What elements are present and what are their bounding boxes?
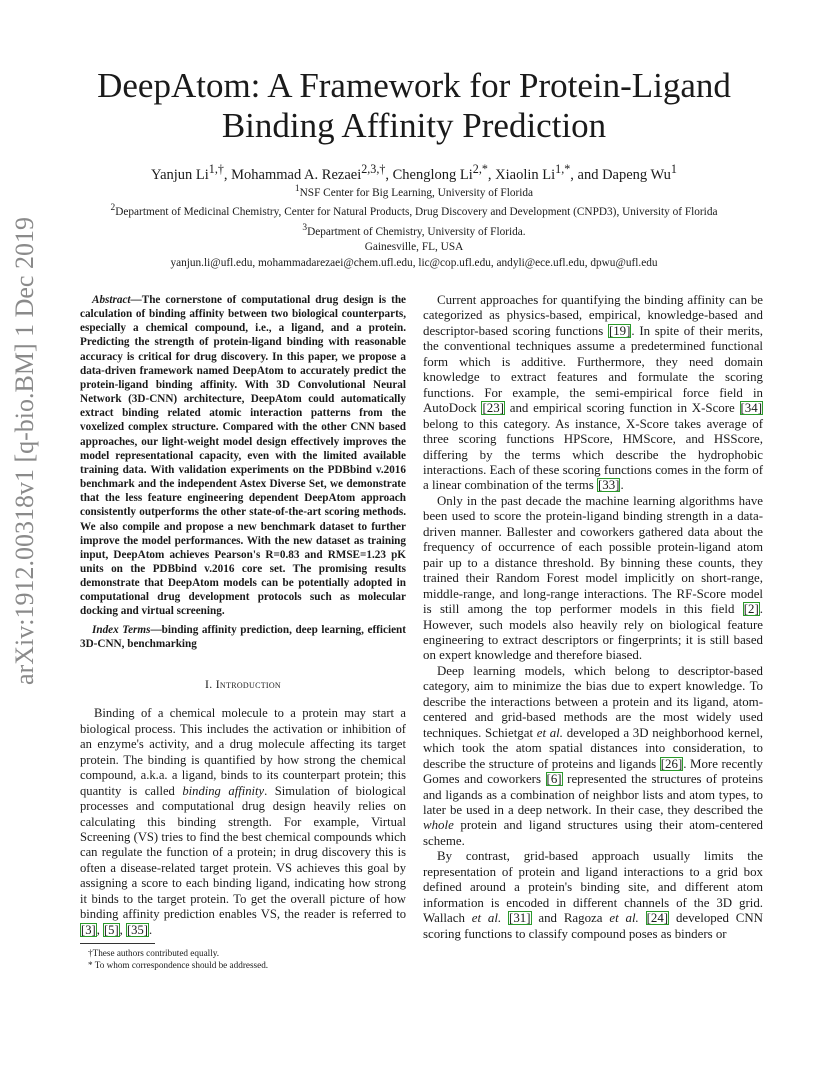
author-name: Chenglong Li [392, 166, 473, 183]
citation-link[interactable]: [33] [597, 478, 620, 493]
citation-link[interactable]: [26] [660, 756, 683, 771]
affiliation-3: $^3$Department of Chemistry, University of Florida. [302, 222, 526, 238]
citation-link[interactable]: [31] [509, 911, 531, 926]
author-affiliation-marker: 2,3,† [361, 162, 386, 176]
author-name: Xiaolin Li [495, 166, 556, 183]
affiliation-2: $^2$Department of Medicinal Chemistry, Center for Natural Products, Drug Discovery and Development (CNPD3), University of Florida [110, 203, 718, 219]
left-column [80, 293, 406, 971]
citation-link[interactable]: [35] [126, 922, 148, 937]
author-affiliation-marker: 1,* [555, 162, 571, 176]
intro-paragraph-1: Binding of a chemical molecule to a protein may start a biological process. This includes the activation or inhibition of an enzyme's activity, and a drug molecule affecting its target protein. The binding is quantified by how strong the chemical compound, a.k.a. a ligand, binds to its counterpart protein; this quantity is called binding affinity. Simulation of biological processes and computational drug design heavily relies on calculating this binding strength. For example, Virtual Screening (VS) tries to find the best chemical compounds which can regulate the function of a protein; in drug discovery this is often a disease-related target protein. VS achieves this goal by assigning a score to each binding ligand, indicating how strong it binds to the target protein. To get the overall picture of how binding affinity prediction enables VS, the reader is referred to [3], [5], [35]. [80, 706, 407, 937]
citation-link[interactable]: [5] [103, 922, 119, 937]
section-heading-introduction: I. Introduction [204, 676, 282, 691]
abstract-text: The cornerstone of computational drug design is the calculation of binding affinity between two biological counterparts, especially a chemical compound, i.e., a ligand, and a protein. Predicting the strength of protein-ligand binding with reasonable accuracy is critical for drug discovery. In this paper, we propose a data-driven framework named DeepAtom to accurately predict the protein-ligand binding affinity. With 3D Convolutional Neural Network (3D-CNN) architecture, DeepAtom could automatically extract binding related atomic interaction patterns from the voxelized complex structure. Compared with the other CNN based approaches, our light-weight model design effectively improves the model representational capacity, even with the limited available training data. With validation experiments on the PDBbind v.2016 benchmark and the independent Astex Diverse Set, we demonstrate that the less feature engineering dependent DeepAtom approach consistently outperforms the other state-of-the-art scoring methods. We also compile and propose a new benchmark dataset to further improve the model performances. With the new dataset as training input, DeepAtom achieves Pearson's R=0.83 and RMSE=1.23 pK units on the PDBbind v.2016 core set. The promising results demonstrate that DeepAtom models can be potentially adopted in computational drug development protocols such as molecular docking and virtual screening. [80, 294, 406, 618]
affiliation-block [30, 182, 798, 271]
citation-link[interactable]: [6] [546, 772, 562, 787]
author-name: Dapeng Wu [602, 166, 671, 183]
abstract: Abstract—The cornerstone of computational drug design is the calculation of binding affinity between two biological counterparts, especially a chemical compound, i.e., a ligand, and a protein. Predicting the strength of protein-ligand binding with reasonable accuracy is critical for drug discovery. In this paper, we propose a data-driven framework named DeepAtom to accurately predict the protein-ligand binding affinity. With 3D Convolutional Neural Network (3D-CNN) architecture, DeepAtom could automatically extract binding related atomic interaction patterns from the voxelized complex structure. Compared with the other CNN based approaches, our light-weight model design effectively improves the model representational capacity, even with the limited available training data. With validation experiments on the PDBbind v.2016 benchmark and the independent Astex Diverse Set, we demonstrate that the less feature engineering dependent DeepAtom approach consistently outperforms the other state-of-the-art scoring methods. We also compile and propose a new benchmark dataset to further improve the model performances. With the new dataset as training input, DeepAtom achieves Pearson's R=0.83 and RMSE=1.23 pK units on the PDBbind v.2016 core set. The promising results demonstrate that DeepAtom models can be potentially adopted in computational drug development protocols such as molecular docking and virtual screening. [80, 294, 406, 618]
right-column [423, 293, 763, 942]
author-list: Yanjun $Li^{1,\dagger}$, Mohammad A. Rezaei$^{2,3,\dagger}$, Chenglong $Li^{2,*}$, Xiaolin $Li^{1,*}$, and Dapeng Wu$^1$ [151, 162, 677, 183]
index-terms-label: Index Terms [92, 623, 151, 636]
footnote-equal-contribution: †These authors contributed equally. [88, 948, 220, 959]
affiliation-location: Gainesville, FL, USA [364, 241, 464, 254]
paragraph-grid-based: By contrast, grid-based approach usually limits the representation of protein and ligand interactions to a grid box defined around a protein's binding site, and different atom information is encoded in different channels of the 3D grid. Wallach et al. [31] and Ragoza et al. [24] developed CNN scoring functions to classify compound poses as binders or [423, 849, 763, 941]
paragraph-machine-learning: Only in the past decade the machine learning algorithms have been used to score the protein-ligand binding strength in a data-driven manner. Ballester and coworkers gathered data about the frequency of occurrence of each possible protein-ligand atom pair up to a distance threshold. By binning these counts, they trained their Random Forest model implicitly on short-range, middle-range, and long-range interactions. The RF-Score model is still among the top performer models in this field [2]. However, such models also heavily rely on biological feature engineering to extract descriptors or fingerprints; it is still based on expert knowledge and therefore biased. [423, 493, 763, 663]
citation-link[interactable]: [2] [743, 602, 759, 617]
paper-title [80, 66, 748, 146]
citation-link[interactable]: [19] [608, 323, 631, 338]
author-name: Yanjun Li [151, 166, 209, 183]
author-affiliation-marker: 2,* [472, 162, 488, 176]
citation-link[interactable]: [34] [740, 401, 762, 416]
citation-link[interactable]: [23] [482, 401, 504, 416]
author-affiliation-marker: 1,† [208, 162, 224, 176]
title-line-1: DeepAtom: A Framework for Protein-Ligand [97, 66, 731, 105]
author-name: Mohammad A. Rezaei [231, 166, 362, 183]
citation-link[interactable]: [24] [646, 911, 669, 926]
citation-link[interactable]: [3] [81, 922, 96, 937]
footnote-divider [80, 943, 155, 944]
index-terms-text: binding affinity prediction, deep learning, efficient 3D-CNN, benchmarking [80, 623, 406, 650]
affiliation-1: $^1$NSF Center for Big Learning, University of Florida [294, 184, 534, 199]
index-terms: Index Terms—binding affinity prediction, deep learning, efficient 3D-CNN, benchmarking [80, 623, 406, 650]
arxiv-identifier-stamp: arXiv:1912.00318v1 [q-bio.BM] 1 Dec 2019 [10, 217, 39, 685]
author-emails[interactable]: yanjun.li@ufl.edu, mohammadarezaei@chem.ufl.edu, lic@cop.ufl.edu, andyli@ece.ufl.edu, dpwu@ufl.edu [170, 256, 658, 269]
author-affiliation-marker: 1 [670, 162, 677, 176]
title-line-2: Binding Affinity Prediction [221, 106, 607, 145]
paragraph-scoring-functions: Current approaches for quantifying the binding affinity can be categorized as physics-based, empirical, knowledge-based and descriptor-based scoring functions [19]. In spite of their merits, the conventional techniques assume a predetermined functional form which is additive. Furthermore, they need domain knowledge to extract features and formulate the scoring functions. For example, the semi-empirical force field in AutoDock [23] and empirical scoring function in X-Score [34] belong to this category. As instance, X-Score takes average of three scoring functions HPScore, HMScore, and HSScore, differing by the terms which describe the hydrophobic interactions. Each of these scoring functions comes in the form of a linear combination of the terms [33]. [423, 293, 763, 493]
footnote-correspondence: * To whom correspondence should be addressed. [88, 960, 269, 971]
paragraph-deep-learning: Deep learning models, which belong to descriptor-based category, aim to minimize the bias due to expert knowledge. To describe the interactions between a protein and its ligand, atom-centered and grid-based methods are the most widely used techniques. Schietgat et al. developed a 3D neighborhood kernel, which took the atom spatial distances into consideration, to describe the structure of proteins and ligands [26]. More recently Gomes and coworkers [6] represented the structures of proteins and ligands as a combination of neighbor lists and atom types, to later be used in a deep network. In their case, they described the whole protein and ligand structures using their atom-centered scheme. [423, 663, 764, 848]
abstract-label: Abstract [92, 294, 131, 306]
